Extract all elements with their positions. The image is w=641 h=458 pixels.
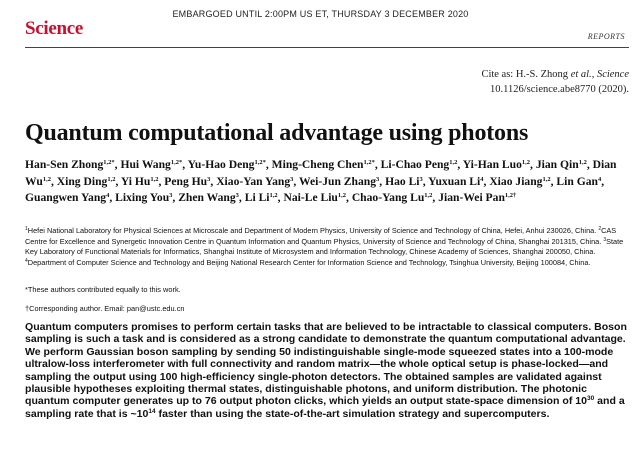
author <box>385 175 423 188</box>
author-affiliation-mark: 1,2 <box>578 159 587 166</box>
section-label: REPORTS <box>587 32 625 41</box>
author-name: Chao-Yang Lu <box>351 191 425 204</box>
science-logo: Science <box>25 18 84 39</box>
author-affiliation-mark: 4 <box>480 175 484 183</box>
author-affiliation-mark: 1,2 <box>449 159 458 166</box>
author <box>489 175 550 188</box>
author-name: Han-Sen Zhong <box>25 158 104 171</box>
citation-line-1 <box>481 67 629 82</box>
affiliations <box>25 226 627 268</box>
author-name: Zhen Wang <box>178 191 236 204</box>
abstract-part-1: Quantum computers promises to perform certain tasks that are believed to be intractable to classical computers. Boson sampling is such a task and is considered as a strong candidate to demonstrate the quantum computational advantage. We perform Gaussian boson sampling by sending 50 indistinguishable single-mode squeezed states into a 100-mode ultralow-loss interferometer with full connectivity and random matrix—the whole optical setup is phase-locked—and sampling the output using 100 high-efficiency single-photon detectors. The obtained samples are validated against plausible hypotheses exploiting thermal states, distinguishable photons, and uniform distribution. The photonic quantum computer generates up to 76 output photon clicks, which yields an output state-space dimension of 10 <box>25 321 627 408</box>
citation-prefix: Cite as: H.-S. Zhong <box>481 69 571 80</box>
author-name: Lixing You <box>115 191 170 204</box>
author-affiliation-mark: 3 <box>235 192 239 199</box>
author-name: Ming-Cheng Chen <box>271 158 364 171</box>
author <box>120 158 182 171</box>
author-name: Jian-Wei Pan <box>438 191 505 204</box>
author <box>178 191 239 204</box>
author-name: Li-Chao Peng <box>380 158 450 171</box>
author-name: Jian Qin <box>535 158 579 171</box>
corresponding-author-note: †Corresponding author. Email: pan@ustc.edu.cn <box>25 304 185 313</box>
author-affiliation-mark: 1,2 <box>150 175 159 183</box>
author-affiliation-mark: 1,2* <box>170 159 183 166</box>
author <box>115 191 172 204</box>
author-affiliation-mark: 3 <box>376 175 380 183</box>
abstract-part-2: and a sampling rate that is ~10 <box>25 395 625 420</box>
author <box>381 158 458 171</box>
author-name: Yi Hu <box>120 174 151 188</box>
author-affiliation-mark: 3 <box>207 175 211 183</box>
citation <box>481 67 629 97</box>
affiliation-number: 3 <box>603 236 607 243</box>
paper-title: Quantum computational advantage using photons <box>25 120 529 146</box>
author-list: Han-Sen Zhong$^{1,2*}$, Hui Wang$^{1,2*}$, Yu-Hao Deng$^{1,2*}$, Ming-Cheng Chen$^{1,2*}$, Li-Chao Peng$^{1,2}$, Yi-Han Luo$^{1,2}$, Jian Qin$^{1,2}$, Dian Wu$^{1,2}$, Xing Ding$^{1,2}$, Yi Hu$^{1,2}$, Peng Hu$^3$, Xiao-Yan Yang$^3$, Wei-Jun Zhang$^3$, Hao Li$^3$, Yuxuan Li$^4$, Xiao Jiang$^{1,2}$, Lin Gan$^4$, Guangwen Yang$^4$, Lixing You$^3$, Zhen Wang$^3$, Li Li$^{1,2}$, Nai-Le Liu$^{1,2}$, Chao-Yang Lu$^{1,2}$, Jian-Wei Pan$^{1,2\dagger}$ <box>25 158 617 204</box>
affiliation-text: State Key Laboratory of Functional Materials for Informatics, Shanghai Institute of Microsystem and Information Technology, Chinese Academy of Sciences, Shanghai 200050, China. <box>25 236 624 257</box>
author-name: Yuxuan Li <box>428 174 481 188</box>
affiliation-text: Hefei National Laboratory for Physical Sciences at Microscale and Department of Modern Physics, University of Science and Technology of China, Hefei, Anhui 230026, China. <box>27 226 599 235</box>
author-affiliation-mark: 1,2 <box>521 159 531 166</box>
author <box>352 191 433 204</box>
author-affiliation-mark: 1,2 <box>269 192 278 199</box>
embargo-notice: EMBARGOED UNTIL 2:00PM US ET, THURSDAY 3 DECEMBER 2020 <box>172 9 469 19</box>
author <box>299 175 379 188</box>
author <box>428 175 483 188</box>
author <box>25 158 115 171</box>
author-name: Wei-Jun Zhang <box>299 174 377 188</box>
abstract-exponent-2: 14 <box>148 407 156 415</box>
author-affiliation-mark: 3 <box>290 175 294 183</box>
header-divider <box>25 47 629 48</box>
author-affiliation-mark: 3 <box>419 175 423 183</box>
author-affiliation-mark: 1,2 <box>337 192 347 199</box>
author-affiliation-mark: 4 <box>597 175 602 183</box>
author-affiliation-mark: 1,2 <box>542 175 551 183</box>
author-affiliation-mark: 1,2 <box>42 175 51 183</box>
author-name: Yu-Hao Deng <box>187 158 255 171</box>
author <box>216 175 293 188</box>
author <box>57 175 116 188</box>
author-name: Xing Ding <box>56 174 108 188</box>
author-affiliation-mark: 1,2* <box>103 159 115 166</box>
author-affiliation-mark: 1,2* <box>363 159 375 166</box>
author <box>536 158 587 171</box>
author <box>25 191 109 204</box>
author <box>556 175 601 188</box>
affiliation-text: Department of Computer Science and Technology and Beijing National Research Center for Information Science and Technology, Tsinghua University, Beijing 100084, China. <box>27 257 591 267</box>
author-name: Peng Hu <box>164 174 208 188</box>
author <box>121 175 159 188</box>
affiliation-number: 4 <box>25 257 28 264</box>
author-name: Nai-Le Liu <box>283 191 338 204</box>
author-name: Hao Li <box>385 174 420 188</box>
citation-separator: , <box>591 69 597 80</box>
abstract-exponent-1: 30 <box>587 395 595 403</box>
affiliation-number: 1 <box>25 226 28 232</box>
author-name: Guangwen Yang <box>25 191 107 204</box>
abstract-part-3: faster than using the state-of-the-art simulation strategy and supercomputers. <box>155 407 550 420</box>
author <box>188 158 266 171</box>
author <box>463 158 530 171</box>
author <box>283 191 346 204</box>
citation-doi: 10.1126/science.abe8770 (2020). <box>490 84 629 95</box>
citation-etal: et al. <box>570 69 592 80</box>
author <box>164 175 210 188</box>
author <box>245 191 278 204</box>
author-affiliation-mark: 1,2* <box>254 159 266 166</box>
author-name: Hui Wang <box>120 158 171 171</box>
abstract <box>25 321 633 420</box>
affiliation-number: 2 <box>598 226 602 232</box>
author-affiliation-mark: 3 <box>169 192 173 199</box>
affiliation-text: CAS Centre for Excellence and Synergetic Innovation Centre in Quantum Information and Quantum Physics, University of Science and Technology of China, Shanghai 201315, China. <box>25 226 617 246</box>
author-affiliation-mark: 1,2 <box>107 175 116 183</box>
author <box>438 191 516 204</box>
author-affiliation-mark: 4 <box>106 192 110 199</box>
author-name: Li Li <box>244 191 270 204</box>
equal-contribution-note: *These authors contributed equally to this work. <box>25 285 181 294</box>
author-name: Xiao-Yan Yang <box>216 174 291 188</box>
author-name: Xiao Jiang <box>489 174 543 188</box>
author-name: Dian Wu <box>25 158 617 188</box>
author-affiliation-mark: 1,2 <box>424 192 433 199</box>
author-name: Yi-Han Luo <box>462 158 522 171</box>
author-name: Lin Gan <box>556 174 598 188</box>
author-affiliation-mark: 1,2† <box>504 192 517 199</box>
citation-journal: Science <box>596 69 629 80</box>
author <box>272 158 375 171</box>
